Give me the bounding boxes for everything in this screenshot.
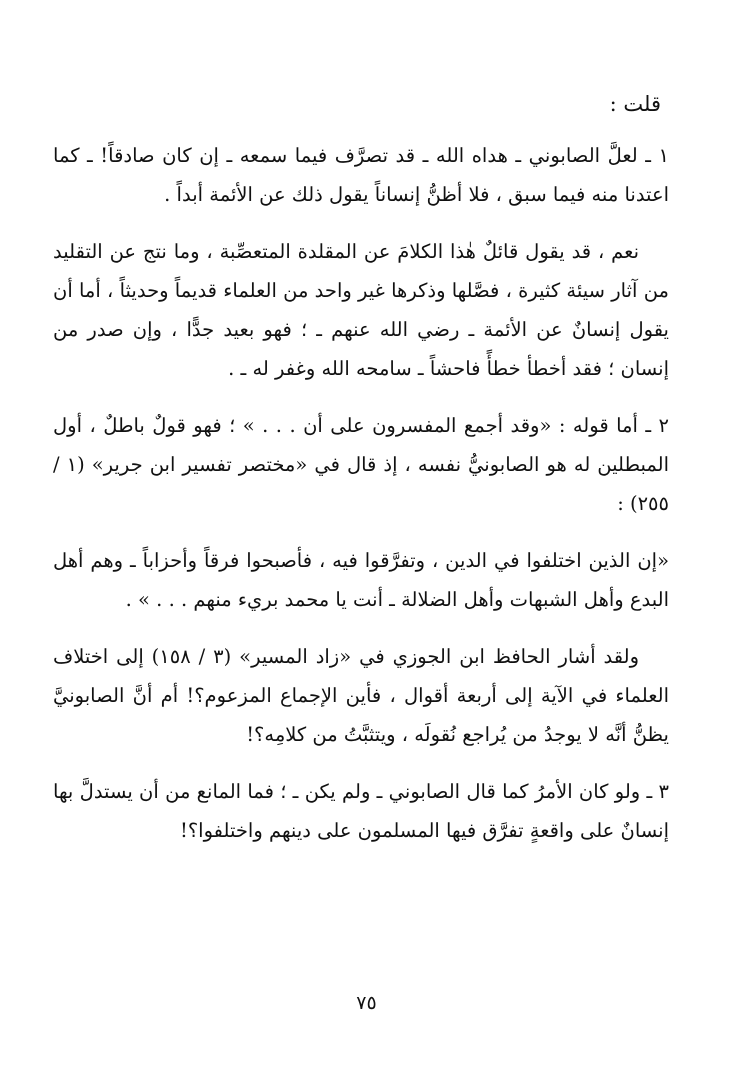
paragraph-2: نعم ، قد يقول قائلٌ هٰذا الكلامَ عن المقلدة المتعصِّبة ، وما نتج عن التقليد من آثار سيئة كثيرة ، فصَّلها وذكرها غير واحد من العلماء قديماً وحديثاً ، أما أن يقول إنسانٌ عن الأئمة ـ رضي الله عنهم ـ ؛ فهو بعيد جدًّا ، وإن صدر من إنسان ؛ فقد أخطأ خطأً فاحشاً ـ سامحه الله وغفر له ـ . (53, 240, 669, 380)
paragraph-3: ٢ ـ أما قوله : «وقد أجمع المفسرون على أن . . . » ؛ فهو قولٌ باطلٌ ، أول المبطلين له هو الصابونيُّ نفسه ، إذ قال في «مختصر تفسير ابن جرير» (١ / ٢٥٥) : (53, 414, 669, 515)
paragraph-4-quote: «إن الذين اختلفوا في الدين ، وتفرَّقوا فيه ، فأصبحوا فرقاً وأحزاباً ـ وهم أهل البدع وأهل الشبهات وأهل الضلالة ـ أنت يا محمد بريء منهم . . . » . (53, 549, 669, 611)
paragraph-5: ولقد أشار الحافظ ابن الجوزي في «زاد المسير» (٣ / ١٥٨) إلى اختلاف العلماء في الآية إلى أربعة أقوال ، فأين الإجماع المزعوم؟! أم أنَّ الصابونيَّ يظنُّ أنَّه لا يوجدُ من يُراجع نُقولَه ، ويتثبَّتُ من كلامِه؟! (53, 645, 669, 746)
section-heading: قلت : (609, 92, 661, 116)
paragraph-6: ٣ ـ ولو كان الأمرُ كما قال الصابوني ـ ولم يكن ـ ؛ فما المانع من أن يستدلَّ بها إنسانٌ على واقعةٍ تفرَّق فيها المسلمون على دينهم واختلفوا؟! (53, 780, 669, 842)
page-number: ٧٥ (356, 992, 377, 1014)
paragraph-1: ١ ـ لعلَّ الصابوني ـ هداه الله ـ قد تصرَّف فيما سمعه ـ إن كان صادقاً! ـ كما اعتدنا منه فيما سبق ، فلا أظنُّ إنساناً يقول ذلك عن الأئمة أبداً . (53, 144, 669, 206)
page-body (53, 84, 669, 868)
